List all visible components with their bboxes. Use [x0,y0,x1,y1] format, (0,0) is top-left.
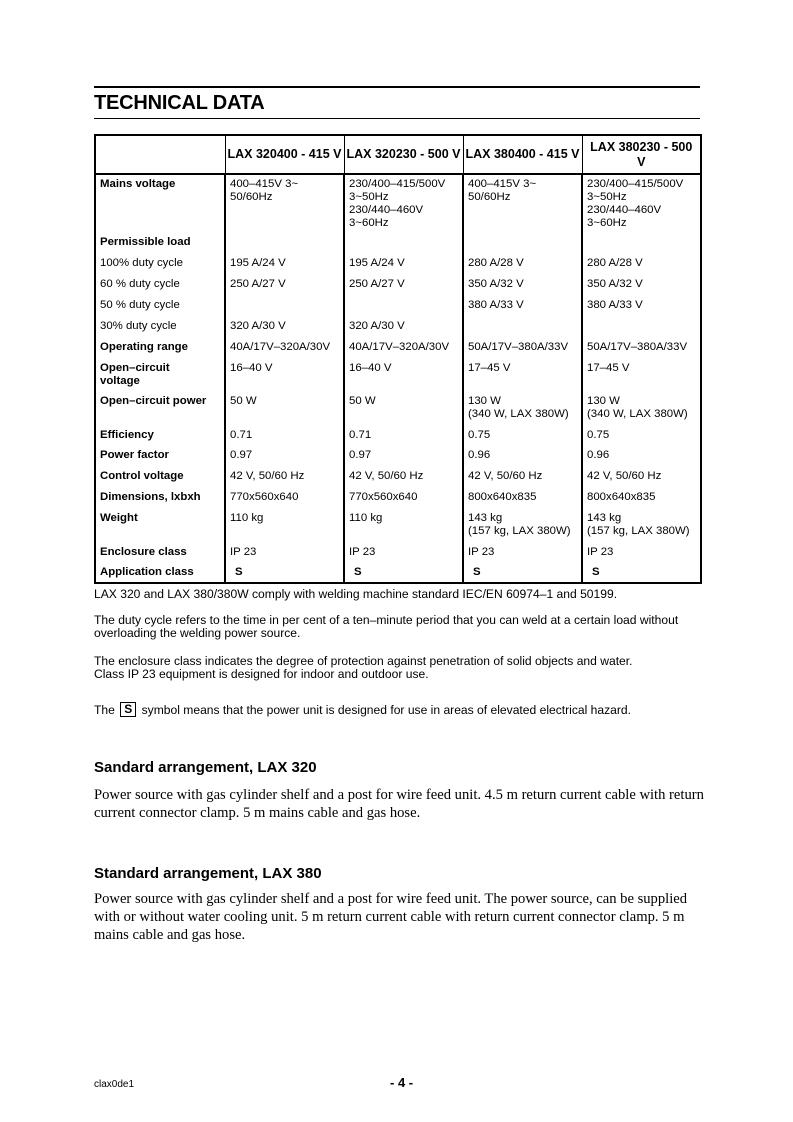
table-cell [463,313,582,334]
table-cell: 130 W (340 W, LAX 380W) [582,388,701,421]
table-cell: 40A/17V–320A/30V [225,334,344,355]
row-label: Power factor [95,442,225,463]
symbol-note-prefix: The [94,703,115,717]
s-symbol-icon: S [120,702,136,717]
table-row-power-factor [95,442,701,463]
table-cell: 143 kg (157 kg, LAX 380W) [582,505,701,538]
table-row-duty-50 [95,292,701,313]
table-cell: 0.96 [463,442,582,463]
section-body-lax380: Power source with gas cylinder shelf and a post for wire feed unit. The power source, can be supplied with or without water cooling unit. 5 m return current cable with return current connector clamp. 5 m mains cable and gas hose. [94,891,688,943]
table-cell: 350 A/32 V [582,271,701,292]
table-row-permissible-load [95,230,701,250]
table-row-open-circuit-power [95,388,701,421]
table-cell: 350 A/32 V [463,271,582,292]
table-cell: 143 kg (157 kg, LAX 380W) [463,505,582,538]
table-cell: 17–45 V [582,355,701,388]
table-cell: 130 W (340 W, LAX 380W) [463,388,582,421]
table-cell: 250 A/27 V [225,271,344,292]
row-label: Open–circuit voltage [95,355,225,388]
row-label: 60 % duty cycle [95,271,225,292]
table-cell: 110 kg [344,505,463,538]
table-cell [582,230,701,250]
table-cell: 0.97 [225,442,344,463]
table-cell: 42 V, 50/60 Hz [225,463,344,484]
table-cell: 0.75 [463,421,582,442]
table-cell: 280 A/28 V [463,250,582,271]
enclosure-note [94,655,704,681]
table-cell: 280 A/28 V [582,250,701,271]
enclosure-note-line1: The enclosure class indicates the degree of protection against penetration of solid objects and water. [94,654,633,668]
row-label: Enclosure class [95,538,225,559]
table-row-operating-range [95,334,701,355]
table-cell: 380 A/33 V [582,292,701,313]
table-cell: 0.71 [225,421,344,442]
table-cell: S [225,559,344,583]
symbol-note [94,702,704,717]
section-heading-lax320: Sandard arrangement, LAX 320 [94,759,317,776]
table-cell: 40A/17V–320A/30V [344,334,463,355]
table-cell: IP 23 [225,538,344,559]
table-cell: 770x560x640 [225,484,344,505]
compliance-note: LAX 320 and LAX 380/380W comply with welding machine standard IEC/EN 60974–1 and 50199. [94,587,618,601]
table-cell [582,313,701,334]
table-cell [225,230,344,250]
table-cell: S [582,559,701,583]
table-cell: 0.96 [582,442,701,463]
enclosure-note-line2: Class IP 23 equipment is designed for indoor and outdoor use. [94,667,429,681]
section-heading-lax380: Standard arrangement, LAX 380 [94,865,322,882]
table-cell: 400–415V 3~ 50/60Hz [463,174,582,230]
table-cell: 42 V, 50/60 Hz [463,463,582,484]
table-cell: S [463,559,582,583]
header-cell-empty [95,135,225,174]
table-cell: 195 A/24 V [344,250,463,271]
table-cell: 17–45 V [463,355,582,388]
table-cell: 380 A/33 V [463,292,582,313]
table-cell: 320 A/30 V [344,313,463,334]
table-cell: IP 23 [582,538,701,559]
row-label: Permissible load [95,230,225,250]
table-row-duty-100 [95,250,701,271]
table-cell [344,292,463,313]
table-cell: 800x640x835 [463,484,582,505]
table-cell: 0.75 [582,421,701,442]
table-cell: 50 W [344,388,463,421]
table-row-duty-30 [95,313,701,334]
row-label: 30% duty cycle [95,313,225,334]
document-code: clax0de1 [94,1079,135,1090]
table-cell: 0.97 [344,442,463,463]
table-row-enclosure-class [95,538,701,559]
table-row-dimensions [95,484,701,505]
row-label: Dimensions, lxbxh [95,484,225,505]
header-cell-lax320-230: LAX 320230 - 500 V [344,135,463,174]
table-cell: 800x640x835 [582,484,701,505]
row-label: 100% duty cycle [95,250,225,271]
table-cell: 230/400–415/500V 3~50Hz 230/440–460V 3~60Hz [344,174,463,230]
table-row-efficiency [95,421,701,442]
table-cell [225,292,344,313]
table-cell: 110 kg [225,505,344,538]
table-cell: IP 23 [344,538,463,559]
technical-data-table [94,134,702,584]
table-row-weight [95,505,701,538]
table-header-row [95,135,701,174]
symbol-note-suffix: symbol means that the power unit is designed for use in areas of elevated electrical hazard. [141,703,632,717]
table-cell: S [344,559,463,583]
table-cell: 50A/17V–380A/33V [463,334,582,355]
table-row-application-class [95,559,701,583]
table-cell: 230/400–415/500V 3~50Hz 230/440–460V 3~60Hz [582,174,701,230]
table-cell: 50A/17V–380A/33V [582,334,701,355]
table-cell: 16–40 V [344,355,463,388]
section-body-lax320: Power source with gas cylinder shelf and a post for wire feed unit. 4.5 m return current cable with return current connector clamp. 5 m mains cable and gas hose. [94,787,704,821]
table-cell [463,230,582,250]
duty-cycle-note: The duty cycle refers to the time in per cent of a ten–minute period that you can weld at a certain load without overloading the welding power source. [94,613,679,640]
row-label: Mains voltage [95,174,225,230]
row-label: Efficiency [95,421,225,442]
row-label: Open–circuit power [95,388,225,421]
table-cell: 42 V, 50/60 Hz [344,463,463,484]
row-label: 50 % duty cycle [95,292,225,313]
table-row-open-circuit-voltage [95,355,701,388]
row-label: Operating range [95,334,225,355]
table-cell: 50 W [225,388,344,421]
header-cell-lax380-230: LAX 380230 - 500 V [582,135,701,174]
table-cell: IP 23 [463,538,582,559]
table-cell: 250 A/27 V [344,271,463,292]
table-cell [344,230,463,250]
table-cell: 770x560x640 [344,484,463,505]
table-cell: 400–415V 3~ 50/60Hz [225,174,344,230]
table-cell: 320 A/30 V [225,313,344,334]
table-cell: 0.71 [344,421,463,442]
page-title: TECHNICAL DATA [94,92,265,114]
header-cell-lax380-400: LAX 380400 - 415 V [463,135,582,174]
table-cell: 16–40 V [225,355,344,388]
row-label: Application class [95,559,225,583]
row-label: Control voltage [95,463,225,484]
table-row-control-voltage [95,463,701,484]
row-label: Weight [95,505,225,538]
header-cell-lax320-400: LAX 320400 - 415 V [225,135,344,174]
page-number: - 4 - [390,1075,414,1090]
table-row-duty-60 [95,271,701,292]
table-cell: 42 V, 50/60 Hz [582,463,701,484]
table-row-mains-voltage [95,174,701,230]
page-title-rule [94,86,700,119]
table-cell: 195 A/24 V [225,250,344,271]
